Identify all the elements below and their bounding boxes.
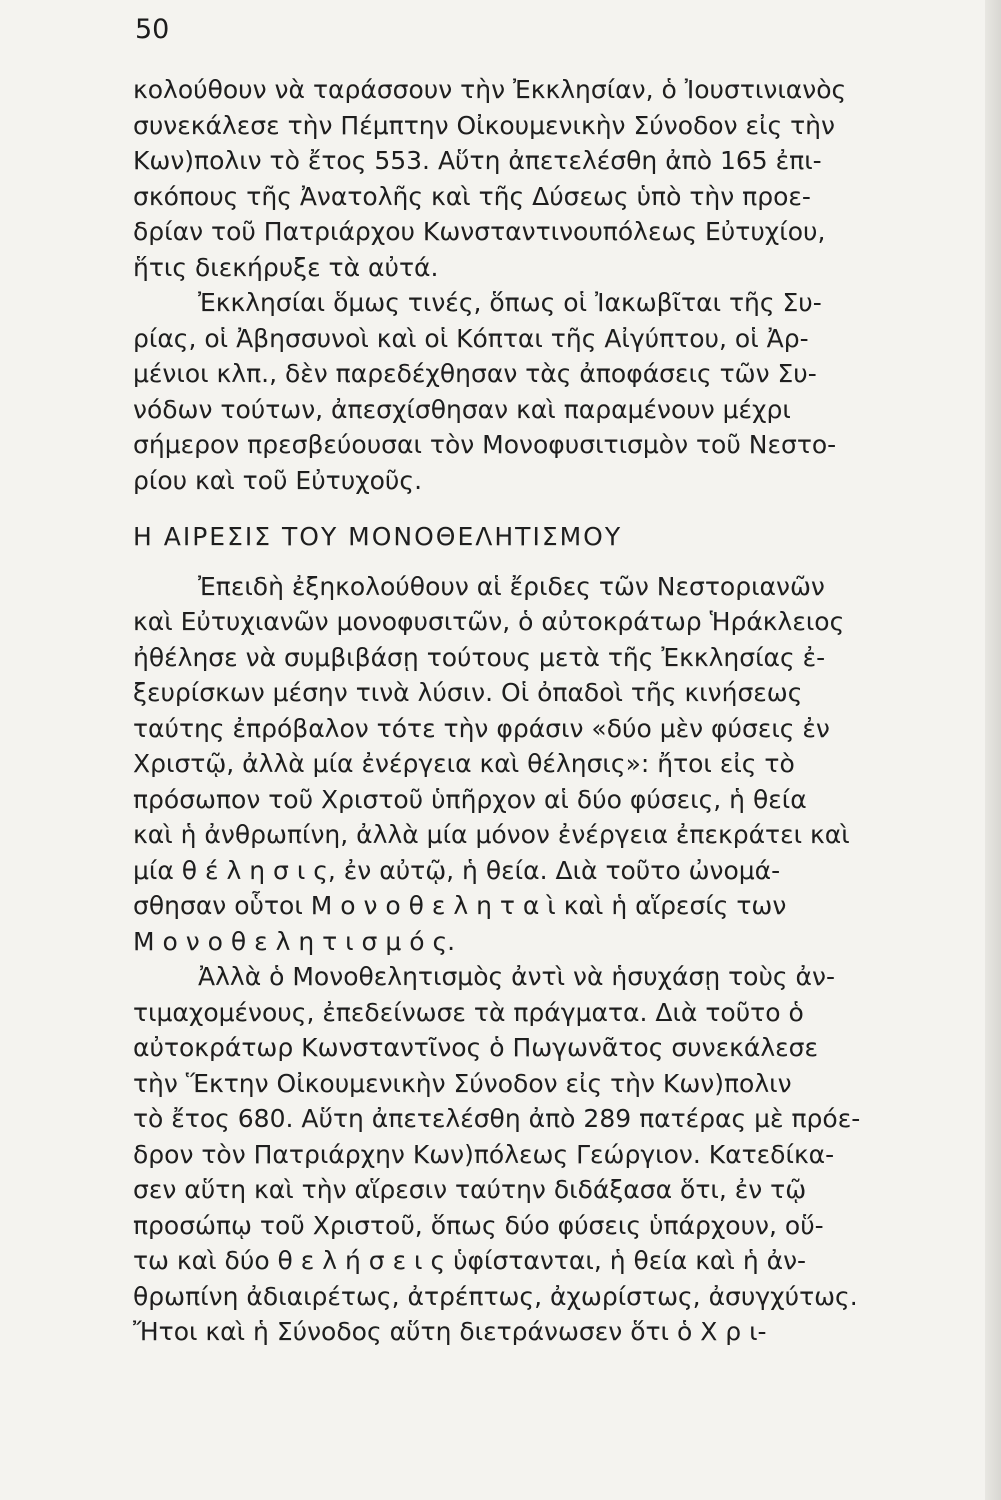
- text-line: μία θ έ λ η σ ι ς, ἐν αὐτῷ, ἡ θεία. Διὰ τοῦτο ὠνομά-: [133, 855, 781, 885]
- text-line: ξευρίσκων μέσην τινὰ λύσιν. Οἱ ὀπαδοὶ τῆς κινήσεως: [133, 678, 803, 707]
- text-line: τὸ ἔτος 680. Αὕτη ἀπετελέσθη ἀπὸ 289 πατέρας μὲ πρόε-: [133, 1104, 861, 1133]
- text-line: Ἀλλὰ ὁ Μονοθελητισμὸς ἀντὶ νὰ ἡσυχάσῃ τοὺς ἀν-: [198, 962, 836, 991]
- text-line: τω καὶ δύο θ ε λ ή σ ε ι ς ὑφίστανται, ἡ θεία καὶ ἡ ἀν-: [133, 1246, 807, 1275]
- text-line: ταύτης ἐπρόβαλον τότε τὴν φράσιν «δύο μὲν φύσεις ἐν: [133, 713, 830, 743]
- text-line: σεν αὕτη καὶ τὴν αἵρεσιν ταύτην διδάξασα ὅτι, ἐν τῷ: [133, 1175, 807, 1204]
- text-line: σήμερον πρεσβεύουσαι τὸν Μονοφυσιτισμὸν τοῦ Νεστο-: [133, 430, 837, 459]
- text-line: καὶ ἡ ἀνθρωπίνη, ἀλλὰ μία μόνον ἐνέργεια ἐπεκράτει καὶ: [133, 820, 850, 849]
- text-line: Ἤτοι καὶ ἡ Σύνοδος αὕτη διετράνωσεν ὅτι ὁ Χ ρ ι-: [133, 1317, 767, 1346]
- text-line: σθησαν οὗτοι Μ ο ν ο θ ε λ η τ α ὶ καὶ ἡ αἵρεσίς των: [133, 891, 787, 920]
- text-line: τιμαχομένους, ἐπεδείνωσε τὰ πράγματα. Διὰ τοῦτο ὁ: [133, 997, 804, 1027]
- paragraph-sixth-council: [133, 959, 933, 1350]
- text-line: ἥτις διεκήρυξε τὰ αὐτά.: [133, 252, 439, 282]
- text-line: καὶ Εὐτυχιανῶν μονοφυσιτῶν, ὁ αὐτοκράτωρ Ἡράκλειος: [133, 607, 845, 636]
- text-line: θρωπίνη ἀδιαιρέτως, ἀτρέπτως, ἀχωρίστως, ἀσυγχύτως.: [133, 1281, 858, 1311]
- text-line: μένιοι κλπ., δὲν παρεδέχθησαν τὰς ἀποφάσεις τῶν Συ-: [133, 359, 817, 388]
- text-line: κολούθουν νὰ ταράσσουν τὴν Ἐκκλησίαν, ὁ Ἰουστινιανὸς: [133, 75, 847, 104]
- paragraph-fifth-council: [133, 72, 933, 285]
- text-line: ρίου καὶ τοῦ Εὐτυχοῦς.: [133, 465, 423, 495]
- text-line: πρόσωπον τοῦ Χριστοῦ ὑπῆρχον αἱ δύο φύσεις, ἡ θεία: [133, 784, 807, 814]
- text-line: ἠθέλησε νὰ συμβιβάσῃ τούτους μετὰ τῆς Ἐκκλησίας ἐ-: [133, 642, 826, 672]
- text-line: τὴν Ἕκτην Οἰκουμενικὴν Σύνοδον εἰς τὴν Κων)πολιν: [133, 1068, 792, 1098]
- page-number: 50: [135, 14, 170, 45]
- text-line: αὐτοκράτωρ Κωνσταντῖνος ὁ Πωγωνᾶτος συνεκάλεσε: [133, 1033, 818, 1062]
- text-line: νόδων τούτων, ἀπεσχίσθησαν καὶ παραμένουν μέχρι: [133, 394, 791, 424]
- text-line: ρίας, οἱ Ἀβησσυνοὶ καὶ οἱ Κόπται τῆς Αἰγύπτου, οἱ Ἀρ-: [133, 323, 809, 353]
- text-line: Χριστῷ, ἀλλὰ μία ἐνέργεια καὶ θέλησις»: ἤτοι εἰς τὸ: [133, 749, 795, 778]
- text-line: Κων)πολιν τὸ ἔτος 553. Αὕτη ἀπετελέσθη ἀπὸ 165 ἐπι-: [133, 146, 822, 175]
- text-line: Ἐπειδὴ ἐξηκολούθουν αἱ ἔριδες τῶν Νεστοριανῶν: [198, 571, 825, 601]
- text-line: συνεκάλεσε τὴν Πέμπτην Οἰκουμενικὴν Σύνοδον εἰς τὴν: [133, 110, 835, 140]
- text-line: σκόπους τῆς Ἀνατολῆς καὶ τῆς Δύσεως ὑπὸ τὴν προε-: [133, 181, 811, 211]
- text-line: δρίαν τοῦ Πατριάρχου Κωνσταντινουπόλεως Εὐτυχίου,: [133, 217, 826, 246]
- page-edge-shadow: [985, 0, 1001, 1500]
- text-line: προσώπῳ τοῦ Χριστοῦ, ὅπως δύο φύσεις ὑπάρχουν, οὕ-: [133, 1210, 824, 1240]
- section-heading: Η ΑΙΡΕΣΙΣ ΤΟΥ ΜΟΝΟΘΕΛΗΤΙΣΜΟΥ: [133, 522, 623, 551]
- text-line: Μ ο ν ο θ ε λ η τ ι σ μ ό ς.: [133, 926, 456, 956]
- text-line: Ἐκκλησίαι ὅμως τινές, ὅπως οἱ Ἰακωβῖται τῆς Συ-: [198, 288, 822, 317]
- paragraph-monophysite-churches: [133, 285, 933, 498]
- body-text: [133, 72, 933, 1350]
- text-line: δρον τὸν Πατριάρχην Κων)πόλεως Γεώργιον. Κατεδίκα-: [133, 1139, 835, 1169]
- paragraph-monothelitism: [133, 569, 933, 960]
